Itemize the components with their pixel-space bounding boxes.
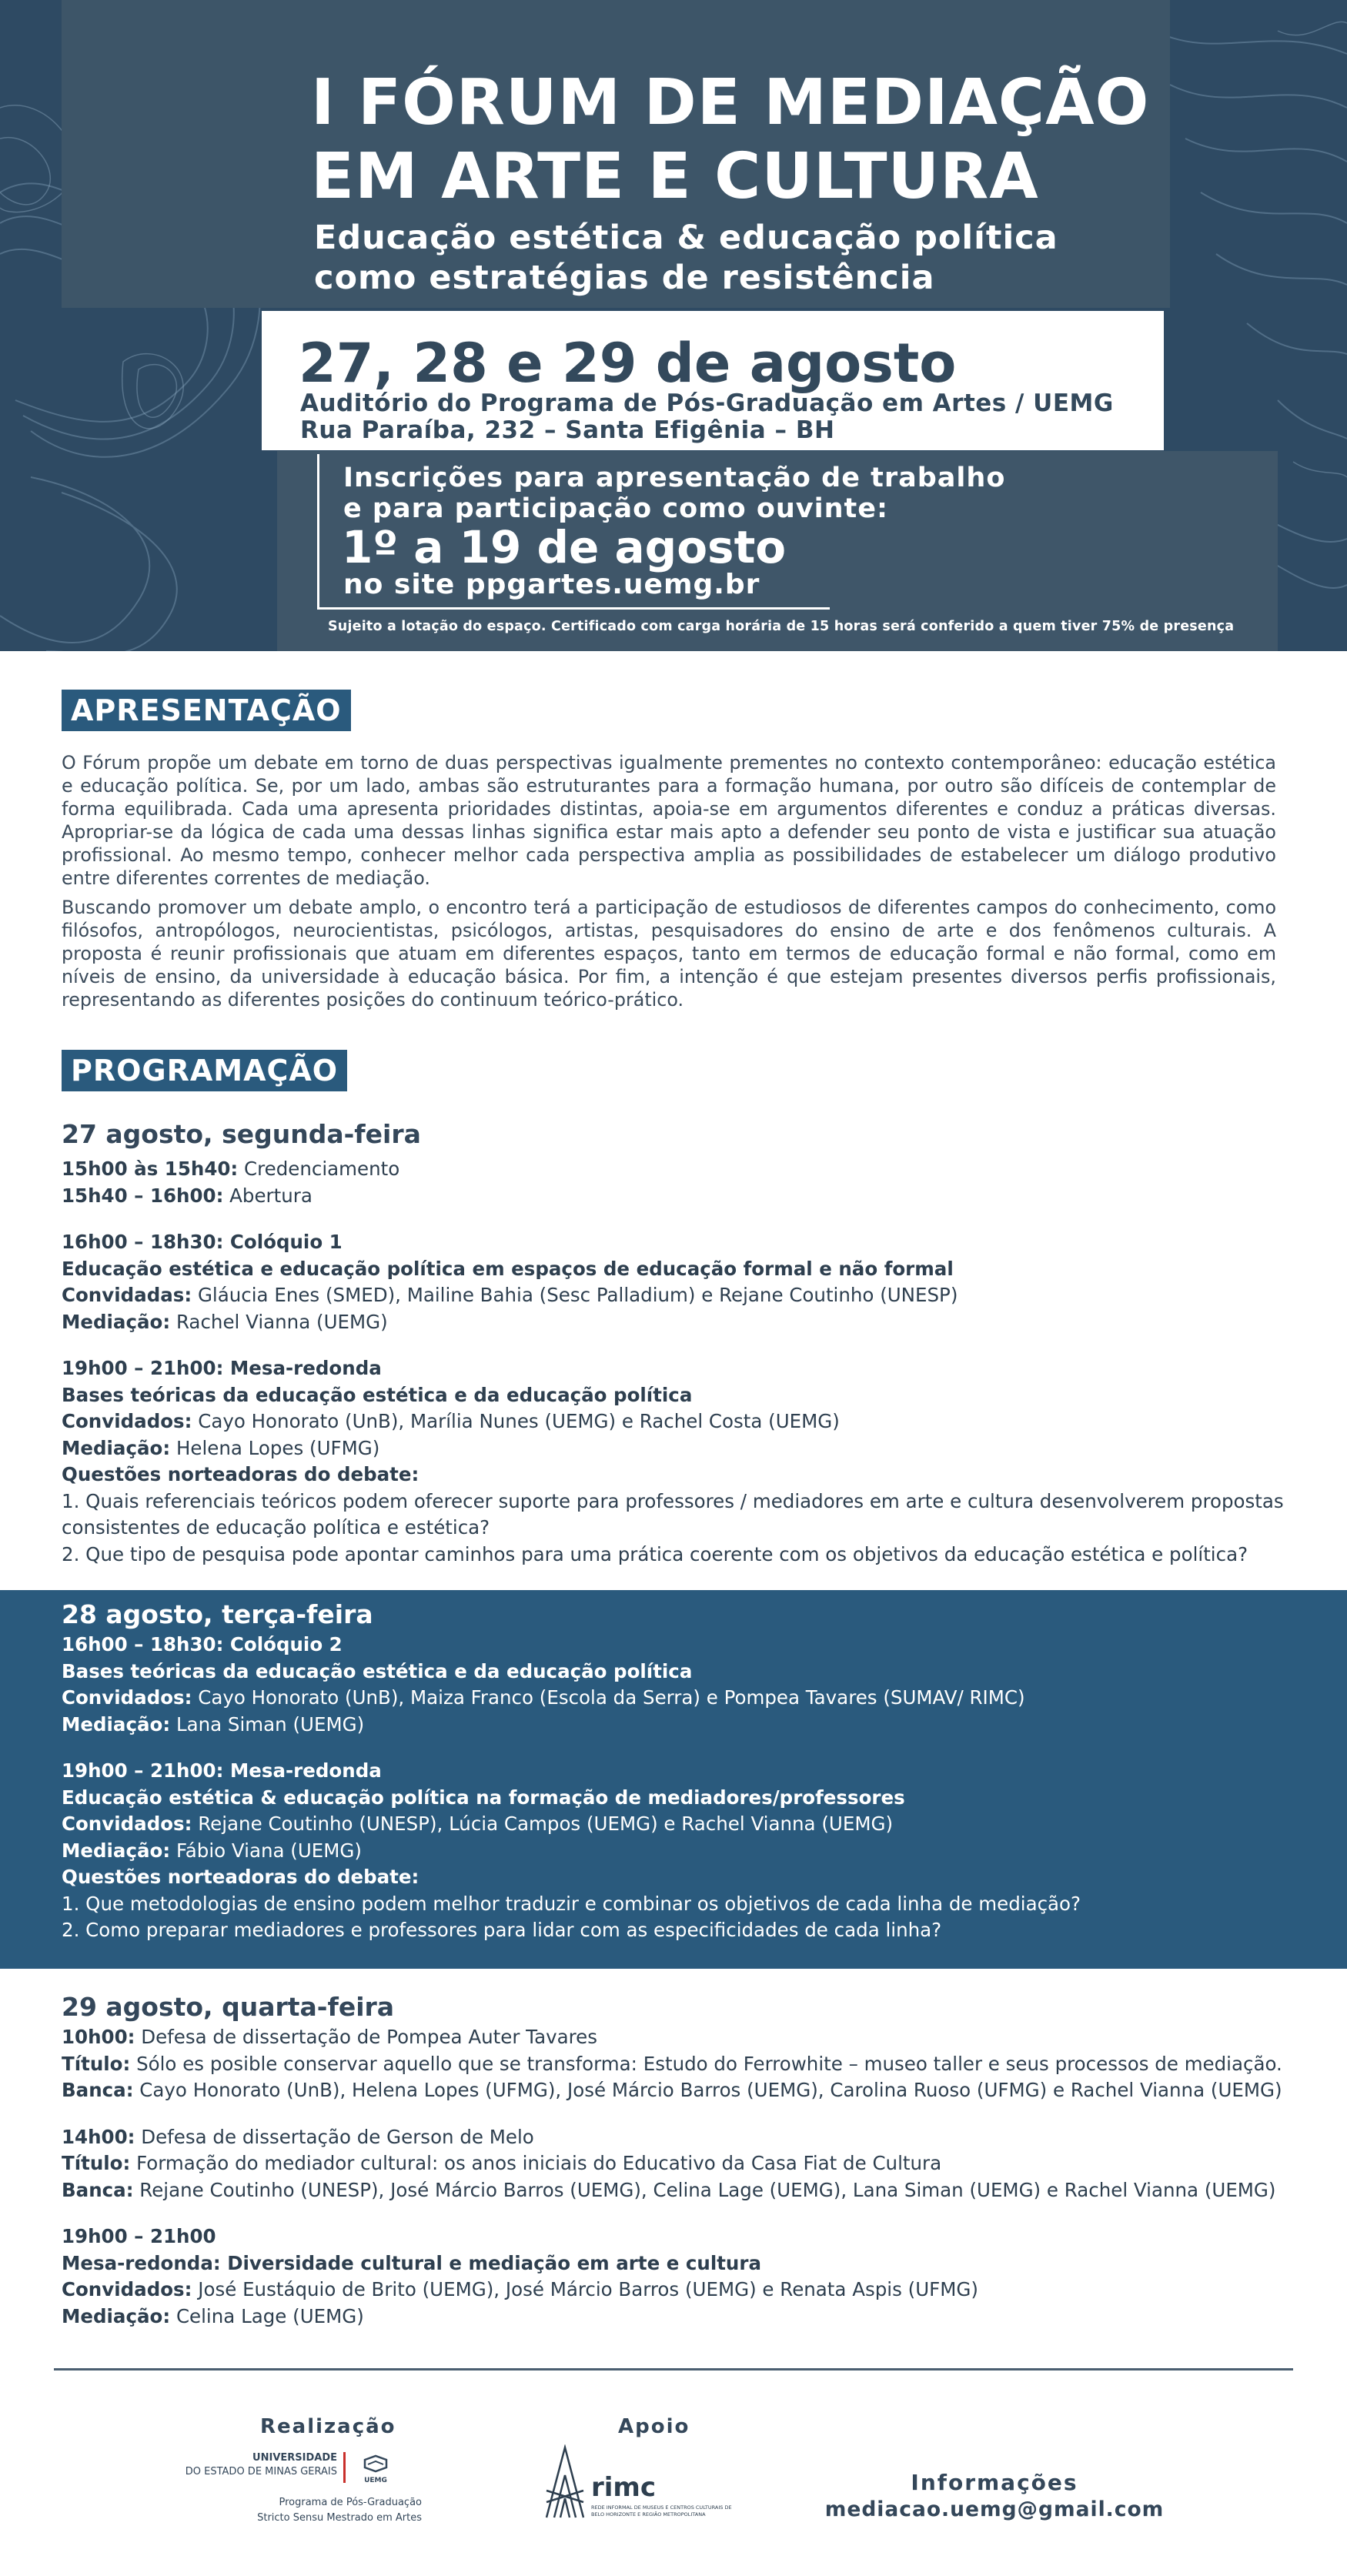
intro-paragraph-1: O Fórum propõe um debate em torno de duas perspectivas igualmente prementes no contexto contemporâneo: educação estética e educação política. Se, por um lado, ambas são estruturantes para a formação humana, por outro são difíceis de contemplar de forma equilibrada. Cada uma apresenta prioridades distintas, apoia-se em argumentos diferentes e conduz a práticas diversas. Apropriar-se da lógica de cada uma dessas linhas significa estar mais apto a defender seu ponto de vista e justificar sua atuação profissional. Ao mesmo tempo, conhecer melhor cada perspectiva amplia as possibilidades de estabelecer um diálogo produtivo entre diferentes correntes de mediação. — [62, 752, 1276, 889]
rimc-logo — [543, 2444, 751, 2521]
intro-paragraph-2: Buscando promover um debate amplo, o encontro terá a participação de estudiosos de diferentes campos do conhecimento, como filósofos, antropólogos, neurocientistas, psicólogos, artistas, pesquisadores do ensino de arte e dos fenômenos culturais. A proposta é reunir profissionais que atuam em diferentes espaços, tanto em termos de educação formal e não formal, como em níveis de ensino, da universidade à educação básica. Por fim, a intenção é que estejam presentes diversos perfis profissionais, representando as diferentes posições do continuum teórico-prático. — [62, 897, 1276, 1011]
day-1-title: 27 agosto, segunda-feira — [62, 1119, 421, 1149]
event-address: Rua Paraíba, 232 – Santa Efigênia – BH — [300, 416, 835, 444]
page-title — [311, 66, 1196, 214]
info-title: Informações — [911, 2470, 1078, 2495]
time-label: 15h40 – 16h00: — [62, 1184, 224, 1207]
guests-label: Convidados: — [62, 2278, 192, 2300]
time-label: 19h00 – 21h00 — [62, 2225, 216, 2247]
event-label: Credenciamento — [238, 1158, 400, 1180]
session-head: 16h00 – 18h30: Colóquio 2 — [62, 1633, 343, 1656]
committee-label: Banca: — [62, 2079, 134, 2101]
mediation-label: Mediação: — [62, 1310, 171, 1333]
session-head: 16h00 – 18h30: Colóquio 1 — [62, 1231, 343, 1253]
session-theme: Bases teóricas da educação estética e da educação política — [62, 1383, 693, 1406]
apresentacao-heading: APRESENTAÇÃO — [62, 690, 351, 731]
question-1: 1. Que metodologias de ensino podem melhor traduzir e combinar os objetivos de cada linha de mediação? — [62, 1892, 1081, 1915]
schedule-block — [62, 2224, 1293, 2330]
realizacao-label: Realização — [260, 2415, 396, 2438]
session-head: 19h00 – 21h00: Mesa-redonda — [62, 1357, 382, 1379]
apresentacao-text — [62, 751, 1276, 1017]
guests-label: Convidadas: — [62, 1284, 192, 1306]
session-head: Mesa-redonda: Diversidade cultural e mediação em arte e cultura — [62, 2251, 761, 2274]
event-venue: Auditório do Programa de Pós-Graduação em Artes / UEMG — [300, 389, 1114, 417]
question-2: 2. Que tipo de pesquisa pode apontar caminhos para uma prática coerente com os objetivos da educação estética e política? — [62, 1542, 1248, 1565]
committee-label: Banca: — [62, 2178, 134, 2201]
session-theme: Bases teóricas da educação estética e da educação política — [62, 1659, 693, 1682]
apoio-label: Apoio — [618, 2415, 690, 2438]
guests: Gláucia Enes (SMED), Mailine Bahia (Sesc Palladium) e Rejane Coutinho (UNESP) — [192, 1284, 958, 1306]
registration-line-1: Inscrições para apresentação de trabalho — [343, 463, 1006, 493]
subtitle-line-1: Educação estética & educação política — [314, 219, 1058, 257]
mediation-label: Mediação: — [62, 1712, 171, 1736]
page-subtitle — [314, 218, 1199, 298]
mediation-label: Mediação: — [62, 1436, 171, 1459]
schedule-block — [62, 1355, 1293, 1568]
subtitle-line-2: como estratégias de resistência — [314, 259, 935, 297]
schedule-block — [62, 1229, 1293, 1335]
uemg-emblem-icon — [360, 2454, 391, 2484]
rimc-emblem-icon — [543, 2444, 587, 2521]
mediation: Lana Siman (UEMG) — [170, 1712, 365, 1736]
day-1-schedule — [62, 1118, 1293, 1588]
questions-label: Questões norteadoras do debate: — [62, 1463, 419, 1485]
mediation: Helena Lopes (UFMG) — [170, 1436, 380, 1459]
registration-line-2: e para participação como ouvinte: — [343, 493, 888, 524]
title-line-2: EM ARTE E CULTURA — [311, 140, 1039, 213]
uemg-program-line-1: Programa de Pós-Graduação — [279, 2497, 422, 2508]
contact-email[interactable]: mediacao.uemg@gmail.com — [824, 2497, 1165, 2521]
rimc-subtitle: REDE INFORMAL DE MUSEUS E CENTROS CULTURAIS DE BELO HORIZONTE E REGIÃO METROPOLITANA — [591, 2504, 732, 2518]
committee: Cayo Honorato (UnB), Helena Lopes (UFMG), José Márcio Barros (UEMG), Carolina Ruoso (UFMG) e Rachel Vianna (UEMG) — [133, 2079, 1282, 2101]
mediation-label: Mediação: — [62, 2304, 171, 2327]
registration-dates: 1º a 19 de agosto — [342, 521, 787, 573]
day-2-title: 28 agosto, terça-feira — [62, 1599, 373, 1629]
schedule-block — [62, 2024, 1293, 2104]
title-label: Título: — [62, 2152, 131, 2174]
questions-label: Questões norteadoras do debate: — [62, 1866, 419, 1888]
title-line-1: I FÓRUM DE MEDIAÇÃO — [311, 66, 1150, 139]
schedule-block — [62, 1156, 1293, 1209]
dissertation-title: Sólo es posible conservar aquello que se transforma: Estudo do Ferrowhite – museo taller e seus processos de mediação. — [130, 2052, 1282, 2075]
mediation: Fábio Viana (UEMG) — [170, 1839, 362, 1862]
uemg-mark-text: UEMG — [364, 2477, 387, 2484]
committee: Rejane Coutinho (UNESP), José Márcio Barros (UEMG), Celina Lage (UEMG), Lana Siman (UEMG) e Rachel Vianna (UEMG) — [133, 2178, 1276, 2201]
guests: Cayo Honorato (UnB), Maiza Franco (Escola da Serra) e Pompea Tavares (SUMAV/ RIMC) — [192, 1686, 1025, 1709]
schedule-block — [62, 1632, 1293, 1738]
question-2: 2. Como preparar mediadores e professores para lidar com as especificidades de cada linha? — [62, 1919, 942, 1941]
event-label: Abertura — [223, 1184, 313, 1207]
session-head: 19h00 – 21h00: Mesa-redonda — [62, 1759, 382, 1782]
dissertation-title: Formação do mediador cultural: os anos iniciais do Educativo da Casa Fiat de Cultura — [130, 2152, 942, 2174]
guests-label: Convidados: — [62, 1410, 192, 1432]
schedule-block — [62, 2124, 1293, 2204]
mediation-label: Mediação: — [62, 1839, 171, 1862]
uemg-name-line-2: DO ESTADO DE MINAS GERAIS — [185, 2466, 337, 2477]
schedule-block — [62, 1758, 1293, 1944]
event-date-box — [262, 311, 1164, 450]
guests-label: Convidados: — [62, 1686, 192, 1709]
rimc-name: rimc — [591, 2472, 657, 2503]
guests: Rejane Coutinho (UNESP), Lúcia Campos (UEMG) e Rachel Vianna (UEMG) — [192, 1813, 893, 1835]
uemg-program-line-2: Stricto Sensu Mestrado em Artes — [257, 2512, 422, 2524]
mediation: Celina Lage (UEMG) — [170, 2304, 364, 2327]
time-label: 14h00: — [62, 2125, 135, 2148]
guests-label: Convidados: — [62, 1813, 192, 1835]
event-dates: 27, 28 e 29 de agosto — [299, 332, 957, 395]
guests: José Eustáquio de Brito (UEMG), José Márcio Barros (UEMG) e Renata Aspis (UFMG) — [192, 2278, 978, 2300]
footer-divider — [54, 2368, 1293, 2371]
uemg-logo — [185, 2452, 422, 2537]
event-label: Defesa de dissertação de Pompea Auter Tavares — [135, 2026, 597, 2048]
session-theme: Educação estética & educação política na formação de mediadores/professores — [62, 1786, 905, 1809]
registration-site: no site ppgartes.uemg.br — [343, 569, 760, 600]
question-1: 1. Quais referenciais teóricos podem oferecer suporte para professores / mediadores em arte e cultura desenvolverem propostas consistentes de educação política e estética? — [62, 1489, 1284, 1539]
hero-banner — [0, 0, 1347, 651]
uemg-name-line-1: UNIVERSIDADE — [252, 2452, 337, 2464]
time-label: 15h00 às 15h40: — [62, 1158, 239, 1180]
day-3-title: 29 agosto, quarta-feira — [62, 1992, 395, 2022]
session-theme: Educação estética e educação política em espaços de educação formal e não formal — [62, 1257, 954, 1280]
title-label: Título: — [62, 2052, 131, 2075]
mediation: Rachel Vianna (UEMG) — [170, 1310, 388, 1333]
day-2-schedule — [62, 1598, 1293, 1964]
programacao-heading: PROGRAMAÇÃO — [62, 1050, 347, 1091]
uemg-accent-bar — [343, 2452, 346, 2483]
disclaimer: Sujeito a lotação do espaço. Certificado com carga horária de 15 horas será conferido a quem tiver 75% de presença — [328, 619, 1235, 634]
day-3-schedule — [62, 1990, 1293, 2350]
event-label: Defesa de dissertação de Gerson de Melo — [135, 2125, 534, 2148]
time-label: 10h00: — [62, 2026, 135, 2048]
guests: Cayo Honorato (UnB), Marília Nunes (UEMG) e Rachel Costa (UEMG) — [192, 1410, 840, 1432]
